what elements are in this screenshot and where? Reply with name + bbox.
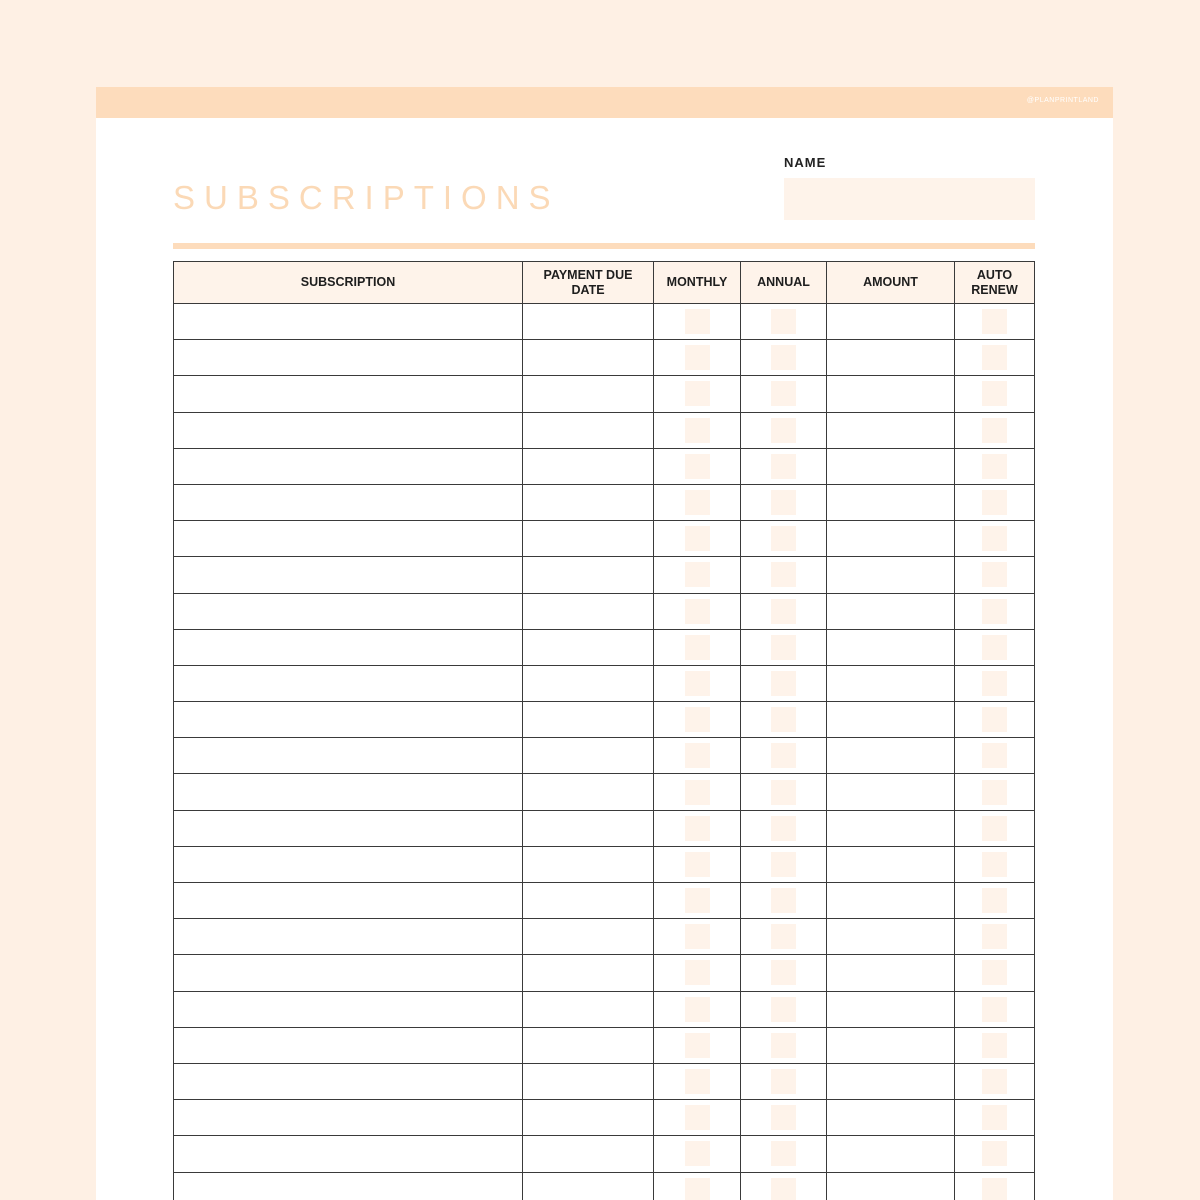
subscription-cell[interactable] bbox=[174, 1136, 523, 1172]
amount-cell[interactable] bbox=[827, 810, 955, 846]
payment-due-date-cell[interactable] bbox=[523, 376, 654, 412]
annual-checkbox[interactable] bbox=[771, 454, 796, 479]
auto-renew-checkbox[interactable] bbox=[982, 816, 1007, 841]
annual-cell bbox=[741, 738, 827, 774]
monthly-cell bbox=[654, 919, 741, 955]
auto-renew-cell bbox=[955, 1136, 1035, 1172]
auto-renew-cell bbox=[955, 629, 1035, 665]
subscription-cell[interactable] bbox=[174, 665, 523, 701]
annual-checkbox[interactable] bbox=[771, 707, 796, 732]
column-header-auto-renew: AUTO RENEW bbox=[955, 262, 1035, 304]
annual-cell bbox=[741, 1172, 827, 1200]
auto-renew-cell bbox=[955, 883, 1035, 919]
monthly-checkbox[interactable] bbox=[685, 381, 710, 406]
auto-renew-checkbox[interactable] bbox=[982, 780, 1007, 805]
amount-cell[interactable] bbox=[827, 1063, 955, 1099]
annual-cell bbox=[741, 448, 827, 484]
annual-checkbox[interactable] bbox=[771, 924, 796, 949]
monthly-checkbox[interactable] bbox=[685, 816, 710, 841]
subscription-cell[interactable] bbox=[174, 702, 523, 738]
annual-cell bbox=[741, 629, 827, 665]
table-row bbox=[174, 521, 1035, 557]
monthly-cell bbox=[654, 1063, 741, 1099]
amount-cell[interactable] bbox=[827, 448, 955, 484]
amount-cell[interactable] bbox=[827, 883, 955, 919]
annual-cell bbox=[741, 557, 827, 593]
amount-cell[interactable] bbox=[827, 1027, 955, 1063]
amount-cell[interactable] bbox=[827, 521, 955, 557]
payment-due-date-cell[interactable] bbox=[523, 593, 654, 629]
subscription-cell[interactable] bbox=[174, 1172, 523, 1200]
annual-cell bbox=[741, 702, 827, 738]
table-row bbox=[174, 629, 1035, 665]
monthly-checkbox[interactable] bbox=[685, 780, 710, 805]
monthly-checkbox[interactable] bbox=[685, 418, 710, 443]
amount-cell[interactable] bbox=[827, 1172, 955, 1200]
table-body bbox=[174, 304, 1035, 1200]
monthly-checkbox[interactable] bbox=[685, 526, 710, 551]
monthly-checkbox[interactable] bbox=[685, 562, 710, 587]
subscription-cell[interactable] bbox=[174, 593, 523, 629]
table-row bbox=[174, 304, 1035, 340]
subscription-cell[interactable] bbox=[174, 629, 523, 665]
monthly-cell bbox=[654, 340, 741, 376]
annual-cell bbox=[741, 1027, 827, 1063]
annual-cell bbox=[741, 774, 827, 810]
subscription-cell[interactable] bbox=[174, 883, 523, 919]
monthly-cell bbox=[654, 412, 741, 448]
auto-renew-cell bbox=[955, 774, 1035, 810]
auto-renew-cell bbox=[955, 448, 1035, 484]
auto-renew-checkbox[interactable] bbox=[982, 1141, 1007, 1166]
subscription-cell[interactable] bbox=[174, 991, 523, 1027]
table-row bbox=[174, 991, 1035, 1027]
payment-due-date-cell[interactable] bbox=[523, 412, 654, 448]
monthly-cell bbox=[654, 376, 741, 412]
table-row bbox=[174, 774, 1035, 810]
auto-renew-checkbox[interactable] bbox=[982, 924, 1007, 949]
table-row bbox=[174, 810, 1035, 846]
payment-due-date-cell[interactable] bbox=[523, 1027, 654, 1063]
amount-cell[interactable] bbox=[827, 702, 955, 738]
table-row bbox=[174, 883, 1035, 919]
monthly-checkbox[interactable] bbox=[685, 671, 710, 696]
payment-due-date-cell[interactable] bbox=[523, 774, 654, 810]
subscription-cell[interactable] bbox=[174, 846, 523, 882]
table-row bbox=[174, 1100, 1035, 1136]
table-row bbox=[174, 702, 1035, 738]
auto-renew-checkbox[interactable] bbox=[982, 526, 1007, 551]
auto-renew-cell bbox=[955, 376, 1035, 412]
annual-cell bbox=[741, 955, 827, 991]
annual-cell bbox=[741, 810, 827, 846]
table-row bbox=[174, 955, 1035, 991]
auto-renew-checkbox[interactable] bbox=[982, 1069, 1007, 1094]
payment-due-date-cell[interactable] bbox=[523, 629, 654, 665]
annual-cell bbox=[741, 846, 827, 882]
payment-due-date-cell[interactable] bbox=[523, 665, 654, 701]
annual-cell bbox=[741, 593, 827, 629]
payment-due-date-cell[interactable] bbox=[523, 919, 654, 955]
payment-due-date-cell[interactable] bbox=[523, 702, 654, 738]
monthly-cell bbox=[654, 593, 741, 629]
monthly-cell bbox=[654, 1136, 741, 1172]
annual-cell bbox=[741, 340, 827, 376]
subscription-cell[interactable] bbox=[174, 1027, 523, 1063]
monthly-cell bbox=[654, 665, 741, 701]
column-header-monthly: MONTHLY bbox=[654, 262, 741, 304]
auto-renew-cell bbox=[955, 304, 1035, 340]
subscription-cell[interactable] bbox=[174, 376, 523, 412]
annual-checkbox[interactable] bbox=[771, 381, 796, 406]
auto-renew-cell bbox=[955, 919, 1035, 955]
amount-cell[interactable] bbox=[827, 376, 955, 412]
subscription-cell[interactable] bbox=[174, 412, 523, 448]
auto-renew-cell bbox=[955, 557, 1035, 593]
payment-due-date-cell[interactable] bbox=[523, 448, 654, 484]
amount-cell[interactable] bbox=[827, 1136, 955, 1172]
table-row bbox=[174, 1027, 1035, 1063]
table-row bbox=[174, 412, 1035, 448]
monthly-checkbox[interactable] bbox=[685, 997, 710, 1022]
annual-checkbox[interactable] bbox=[771, 635, 796, 660]
planner-sheet bbox=[96, 87, 1113, 1200]
auto-renew-checkbox[interactable] bbox=[982, 635, 1007, 660]
brand-watermark: @PLANPRINTLAND bbox=[1026, 97, 1099, 104]
subscription-cell[interactable] bbox=[174, 774, 523, 810]
monthly-cell bbox=[654, 1027, 741, 1063]
monthly-cell bbox=[654, 810, 741, 846]
amount-cell[interactable] bbox=[827, 593, 955, 629]
auto-renew-cell bbox=[955, 846, 1035, 882]
auto-renew-cell bbox=[955, 484, 1035, 520]
annual-cell bbox=[741, 883, 827, 919]
annual-checkbox[interactable] bbox=[771, 960, 796, 985]
auto-renew-checkbox[interactable] bbox=[982, 960, 1007, 985]
auto-renew-checkbox[interactable] bbox=[982, 671, 1007, 696]
annual-cell bbox=[741, 1100, 827, 1136]
monthly-checkbox[interactable] bbox=[685, 345, 710, 370]
annual-cell bbox=[741, 665, 827, 701]
annual-checkbox[interactable] bbox=[771, 345, 796, 370]
auto-renew-cell bbox=[955, 810, 1035, 846]
annual-checkbox[interactable] bbox=[771, 309, 796, 334]
amount-cell[interactable] bbox=[827, 484, 955, 520]
subscription-cell[interactable] bbox=[174, 521, 523, 557]
name-label: NAME bbox=[784, 155, 827, 170]
auto-renew-checkbox[interactable] bbox=[982, 454, 1007, 479]
monthly-cell bbox=[654, 702, 741, 738]
payment-due-date-cell[interactable] bbox=[523, 955, 654, 991]
monthly-checkbox[interactable] bbox=[685, 960, 710, 985]
auto-renew-checkbox[interactable] bbox=[982, 562, 1007, 587]
monthly-cell bbox=[654, 991, 741, 1027]
auto-renew-cell bbox=[955, 702, 1035, 738]
amount-cell[interactable] bbox=[827, 955, 955, 991]
annual-cell bbox=[741, 412, 827, 448]
monthly-checkbox[interactable] bbox=[685, 599, 710, 624]
monthly-cell bbox=[654, 629, 741, 665]
table-row bbox=[174, 738, 1035, 774]
auto-renew-checkbox[interactable] bbox=[982, 599, 1007, 624]
monthly-checkbox[interactable] bbox=[685, 924, 710, 949]
annual-checkbox[interactable] bbox=[771, 526, 796, 551]
auto-renew-checkbox[interactable] bbox=[982, 418, 1007, 443]
payment-due-date-cell[interactable] bbox=[523, 1100, 654, 1136]
subscriptions-table bbox=[173, 261, 1035, 1200]
payment-due-date-cell[interactable] bbox=[523, 846, 654, 882]
annual-checkbox[interactable] bbox=[771, 490, 796, 515]
amount-cell[interactable] bbox=[827, 340, 955, 376]
payment-due-date-cell[interactable] bbox=[523, 557, 654, 593]
annual-checkbox[interactable] bbox=[771, 816, 796, 841]
payment-due-date-cell[interactable] bbox=[523, 1172, 654, 1200]
payment-due-date-cell[interactable] bbox=[523, 484, 654, 520]
auto-renew-checkbox[interactable] bbox=[982, 888, 1007, 913]
monthly-checkbox[interactable] bbox=[685, 888, 710, 913]
annual-checkbox[interactable] bbox=[771, 671, 796, 696]
payment-due-date-cell[interactable] bbox=[523, 521, 654, 557]
auto-renew-checkbox[interactable] bbox=[982, 707, 1007, 732]
monthly-checkbox[interactable] bbox=[685, 1178, 710, 1200]
monthly-cell bbox=[654, 738, 741, 774]
annual-checkbox[interactable] bbox=[771, 780, 796, 805]
amount-cell[interactable] bbox=[827, 557, 955, 593]
auto-renew-checkbox[interactable] bbox=[982, 309, 1007, 334]
monthly-cell bbox=[654, 521, 741, 557]
monthly-checkbox[interactable] bbox=[685, 454, 710, 479]
auto-renew-checkbox[interactable] bbox=[982, 381, 1007, 406]
monthly-cell bbox=[654, 1100, 741, 1136]
monthly-cell bbox=[654, 1172, 741, 1200]
amount-cell[interactable] bbox=[827, 629, 955, 665]
auto-renew-cell bbox=[955, 1027, 1035, 1063]
payment-due-date-cell[interactable] bbox=[523, 304, 654, 340]
amount-cell[interactable] bbox=[827, 1100, 955, 1136]
table-row bbox=[174, 448, 1035, 484]
monthly-checkbox[interactable] bbox=[685, 707, 710, 732]
monthly-checkbox[interactable] bbox=[685, 1105, 710, 1130]
amount-cell[interactable] bbox=[827, 304, 955, 340]
monthly-checkbox[interactable] bbox=[685, 309, 710, 334]
payment-due-date-cell[interactable] bbox=[523, 340, 654, 376]
monthly-checkbox[interactable] bbox=[685, 1069, 710, 1094]
monthly-cell bbox=[654, 774, 741, 810]
table-header-row bbox=[174, 262, 1035, 304]
auto-renew-cell bbox=[955, 738, 1035, 774]
subscription-cell[interactable] bbox=[174, 557, 523, 593]
annual-checkbox[interactable] bbox=[771, 1141, 796, 1166]
auto-renew-cell bbox=[955, 593, 1035, 629]
header-divider bbox=[173, 243, 1035, 249]
table-row bbox=[174, 340, 1035, 376]
subscription-cell[interactable] bbox=[174, 304, 523, 340]
annual-cell bbox=[741, 484, 827, 520]
subscription-cell[interactable] bbox=[174, 810, 523, 846]
monthly-cell bbox=[654, 448, 741, 484]
top-banner bbox=[96, 87, 1113, 118]
table-row bbox=[174, 376, 1035, 412]
name-field[interactable] bbox=[784, 178, 1035, 220]
subscription-cell[interactable] bbox=[174, 955, 523, 991]
auto-renew-checkbox[interactable] bbox=[982, 1178, 1007, 1200]
amount-cell[interactable] bbox=[827, 774, 955, 810]
annual-checkbox[interactable] bbox=[771, 1069, 796, 1094]
annual-checkbox[interactable] bbox=[771, 1105, 796, 1130]
annual-checkbox[interactable] bbox=[771, 888, 796, 913]
amount-cell[interactable] bbox=[827, 665, 955, 701]
auto-renew-cell bbox=[955, 1172, 1035, 1200]
column-header-subscription: SUBSCRIPTION bbox=[174, 262, 523, 304]
annual-cell bbox=[741, 991, 827, 1027]
subscription-cell[interactable] bbox=[174, 1063, 523, 1099]
auto-renew-cell bbox=[955, 1100, 1035, 1136]
payment-due-date-cell[interactable] bbox=[523, 883, 654, 919]
amount-cell[interactable] bbox=[827, 991, 955, 1027]
payment-due-date-cell[interactable] bbox=[523, 810, 654, 846]
table-row bbox=[174, 557, 1035, 593]
table-row bbox=[174, 484, 1035, 520]
auto-renew-checkbox[interactable] bbox=[982, 997, 1007, 1022]
monthly-cell bbox=[654, 557, 741, 593]
auto-renew-checkbox[interactable] bbox=[982, 1105, 1007, 1130]
table-row bbox=[174, 1136, 1035, 1172]
monthly-checkbox[interactable] bbox=[685, 852, 710, 877]
auto-renew-checkbox[interactable] bbox=[982, 1033, 1007, 1058]
payment-due-date-cell[interactable] bbox=[523, 991, 654, 1027]
annual-cell bbox=[741, 919, 827, 955]
auto-renew-cell bbox=[955, 340, 1035, 376]
amount-cell[interactable] bbox=[827, 846, 955, 882]
payment-due-date-cell[interactable] bbox=[523, 738, 654, 774]
annual-checkbox[interactable] bbox=[771, 1178, 796, 1200]
amount-cell[interactable] bbox=[827, 412, 955, 448]
monthly-cell bbox=[654, 846, 741, 882]
table-row bbox=[174, 1172, 1035, 1200]
auto-renew-checkbox[interactable] bbox=[982, 345, 1007, 370]
column-header-annual: ANNUAL bbox=[741, 262, 827, 304]
auto-renew-cell bbox=[955, 521, 1035, 557]
table-row bbox=[174, 919, 1035, 955]
annual-checkbox[interactable] bbox=[771, 852, 796, 877]
annual-checkbox[interactable] bbox=[771, 743, 796, 768]
amount-cell[interactable] bbox=[827, 738, 955, 774]
column-header-amount: AMOUNT bbox=[827, 262, 955, 304]
monthly-cell bbox=[654, 304, 741, 340]
annual-cell bbox=[741, 1063, 827, 1099]
monthly-checkbox[interactable] bbox=[685, 1033, 710, 1058]
payment-due-date-cell[interactable] bbox=[523, 1063, 654, 1099]
column-header-payment-due-date: PAYMENT DUE DATE bbox=[523, 262, 654, 304]
annual-cell bbox=[741, 521, 827, 557]
subscription-cell[interactable] bbox=[174, 919, 523, 955]
annual-cell bbox=[741, 1136, 827, 1172]
annual-checkbox[interactable] bbox=[771, 1033, 796, 1058]
subscription-cell[interactable] bbox=[174, 340, 523, 376]
table-row bbox=[174, 593, 1035, 629]
monthly-cell bbox=[654, 955, 741, 991]
auto-renew-cell bbox=[955, 1063, 1035, 1099]
monthly-cell bbox=[654, 484, 741, 520]
monthly-checkbox[interactable] bbox=[685, 743, 710, 768]
auto-renew-cell bbox=[955, 412, 1035, 448]
monthly-checkbox[interactable] bbox=[685, 490, 710, 515]
subscription-cell[interactable] bbox=[174, 1100, 523, 1136]
table-row bbox=[174, 665, 1035, 701]
page-title: SUBSCRIPTIONS bbox=[173, 179, 560, 216]
auto-renew-cell bbox=[955, 955, 1035, 991]
annual-checkbox[interactable] bbox=[771, 997, 796, 1022]
auto-renew-cell bbox=[955, 991, 1035, 1027]
annual-cell bbox=[741, 304, 827, 340]
monthly-checkbox[interactable] bbox=[685, 635, 710, 660]
subscription-cell[interactable] bbox=[174, 484, 523, 520]
annual-checkbox[interactable] bbox=[771, 599, 796, 624]
annual-checkbox[interactable] bbox=[771, 418, 796, 443]
auto-renew-cell bbox=[955, 665, 1035, 701]
monthly-checkbox[interactable] bbox=[685, 1141, 710, 1166]
subscription-cell[interactable] bbox=[174, 448, 523, 484]
auto-renew-checkbox[interactable] bbox=[982, 490, 1007, 515]
monthly-cell bbox=[654, 883, 741, 919]
auto-renew-checkbox[interactable] bbox=[982, 852, 1007, 877]
annual-cell bbox=[741, 376, 827, 412]
payment-due-date-cell[interactable] bbox=[523, 1136, 654, 1172]
amount-cell[interactable] bbox=[827, 919, 955, 955]
annual-checkbox[interactable] bbox=[771, 562, 796, 587]
table-row bbox=[174, 1063, 1035, 1099]
table-row bbox=[174, 846, 1035, 882]
auto-renew-checkbox[interactable] bbox=[982, 743, 1007, 768]
subscription-cell[interactable] bbox=[174, 738, 523, 774]
